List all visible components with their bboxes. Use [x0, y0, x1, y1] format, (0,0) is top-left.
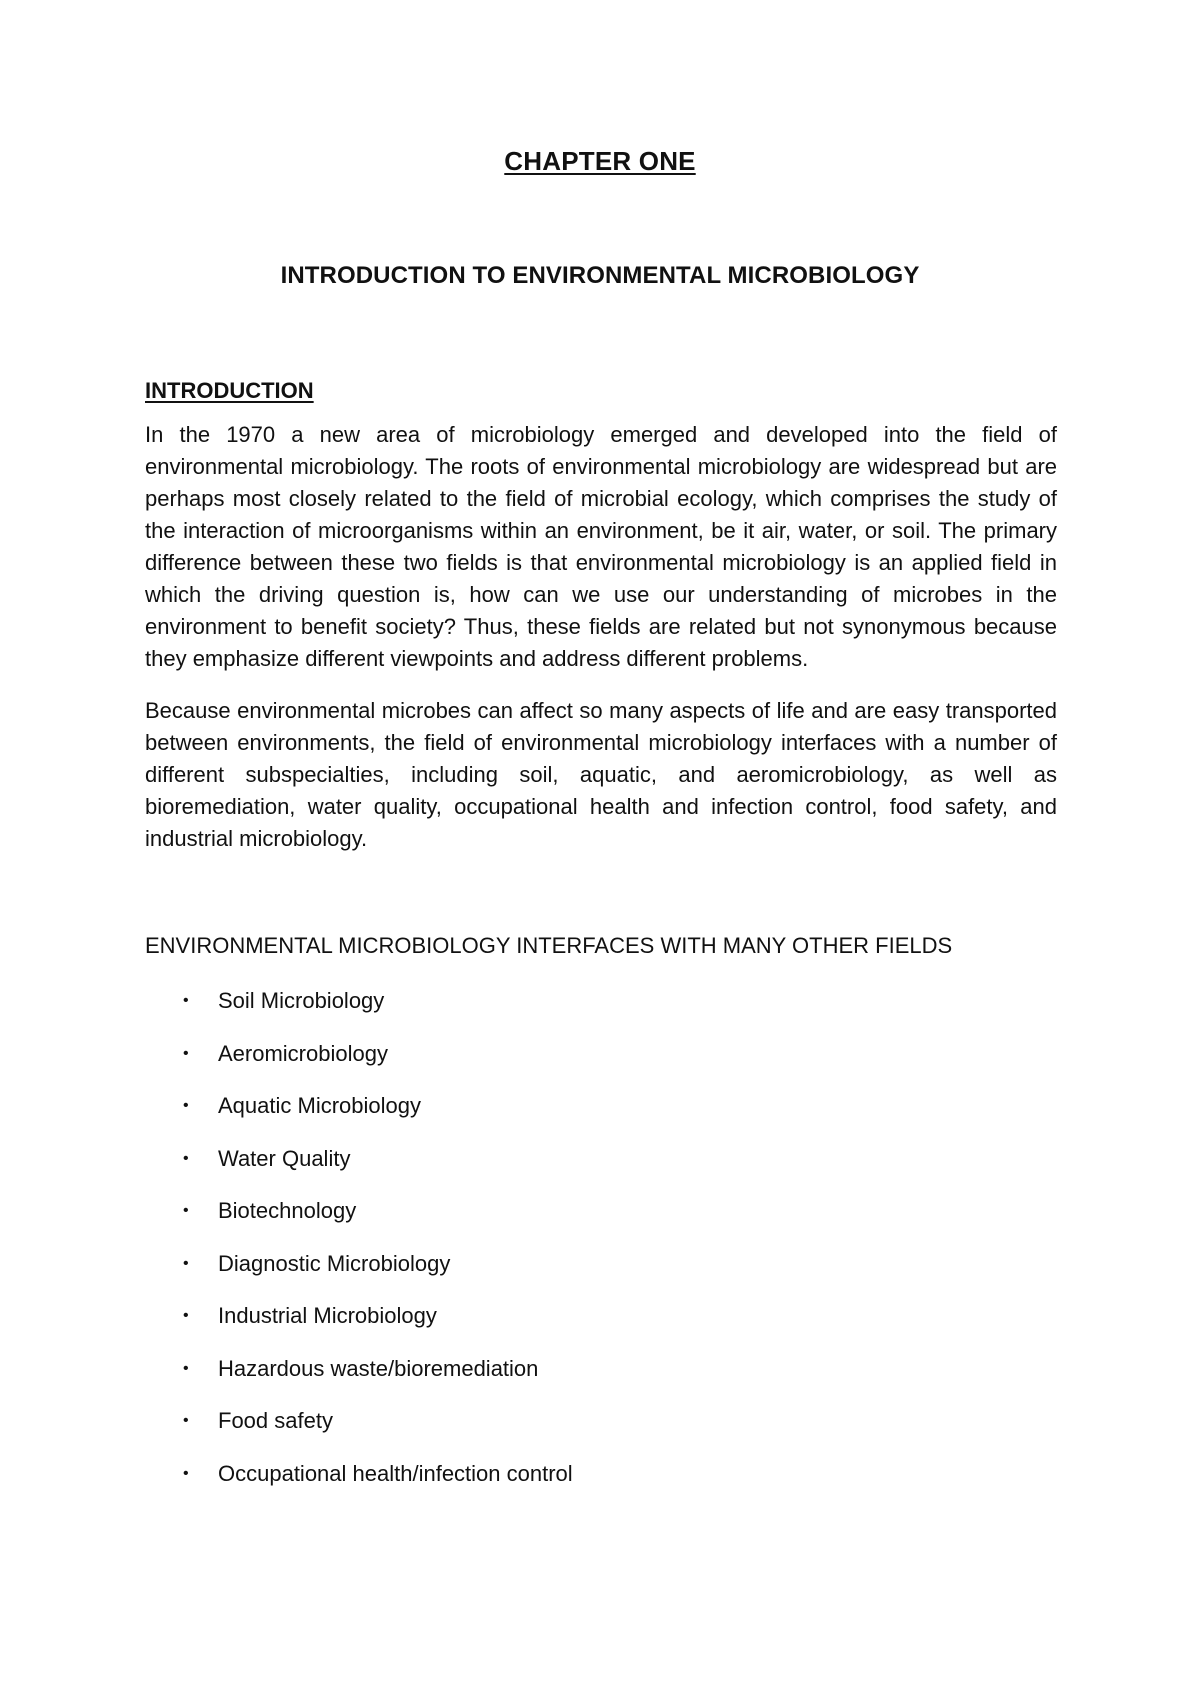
list-item: [145, 1395, 1057, 1448]
list-item: [145, 1238, 1057, 1291]
list-item: [145, 1343, 1057, 1396]
list-item: [145, 1185, 1057, 1238]
list-item-label: Water Quality: [218, 1145, 351, 1171]
bullet-icon: •: [183, 992, 189, 1010]
bullet-icon: •: [183, 1412, 189, 1430]
list-item: [145, 1290, 1057, 1343]
bullet-icon: •: [183, 1254, 189, 1272]
list-item: [145, 975, 1057, 1028]
list-item: [145, 1028, 1057, 1081]
bullet-icon: •: [183, 1307, 189, 1325]
list-item-label: Aquatic Microbiology: [218, 1093, 421, 1119]
list-item: [145, 1080, 1057, 1133]
chapter-heading: CHAPTER ONE: [504, 146, 696, 176]
chapter-title: INTRODUCTION TO ENVIRONMENTAL MICROBIOLOGY: [280, 262, 920, 289]
list-item-label: Occupational health/infection control: [218, 1460, 573, 1486]
list-item-label: Soil Microbiology: [218, 988, 385, 1014]
bullet-icon: •: [183, 1464, 189, 1482]
list-item: [145, 1133, 1057, 1186]
list-item: [145, 1448, 1057, 1501]
bullet-icon: •: [183, 1097, 189, 1115]
list-item-label: Industrial Microbiology: [218, 1303, 437, 1329]
section-heading-introduction: INTRODUCTION: [145, 378, 314, 403]
list-item-label: Biotechnology: [218, 1198, 357, 1224]
bullet-icon: •: [183, 1359, 189, 1377]
bullet-icon: •: [183, 1149, 189, 1167]
list-heading: ENVIRONMENTAL MICROBIOLOGY INTERFACES WITH MANY OTHER FIELDS: [145, 933, 953, 958]
bullet-icon: •: [183, 1202, 189, 1220]
list-item-label: Food safety: [218, 1408, 333, 1434]
list-item-label: Aeromicrobiology: [218, 1040, 388, 1066]
fields-list: [145, 975, 1057, 1500]
list-item-label: Diagnostic Microbiology: [218, 1250, 451, 1276]
list-item-label: Hazardous waste/bioremediation: [218, 1355, 539, 1381]
paragraph: Because environmental microbes can affect so many aspects of life and are easy transported between environments, the field of environmental microbiology interfaces with a number of different subspecialties, including soil, aquatic, and aeromicrobiology, as well as bioremediation, water quality, occupational health and infection control, food safety, and industrial microbiology.: [145, 698, 1057, 851]
document-body: [145, 376, 1057, 1500]
bullet-icon: •: [183, 1044, 189, 1062]
paragraph: In the 1970 a new area of microbiology emerged and developed into the field of environmental microbiology. The roots of environmental microbiology are widespread but are perhaps most closely related to the field of microbial ecology, which comprises the study of the interaction of microorganisms within an environment, be it air, water, or soil. The primary difference between these two fields is that environmental microbiology is an applied field in which the driving question is, how can we use our understanding of microbes in the environment to benefit society? Thus, these fields are related but not synonymous because they emphasize different viewpoints and address different problems.: [145, 422, 1057, 671]
